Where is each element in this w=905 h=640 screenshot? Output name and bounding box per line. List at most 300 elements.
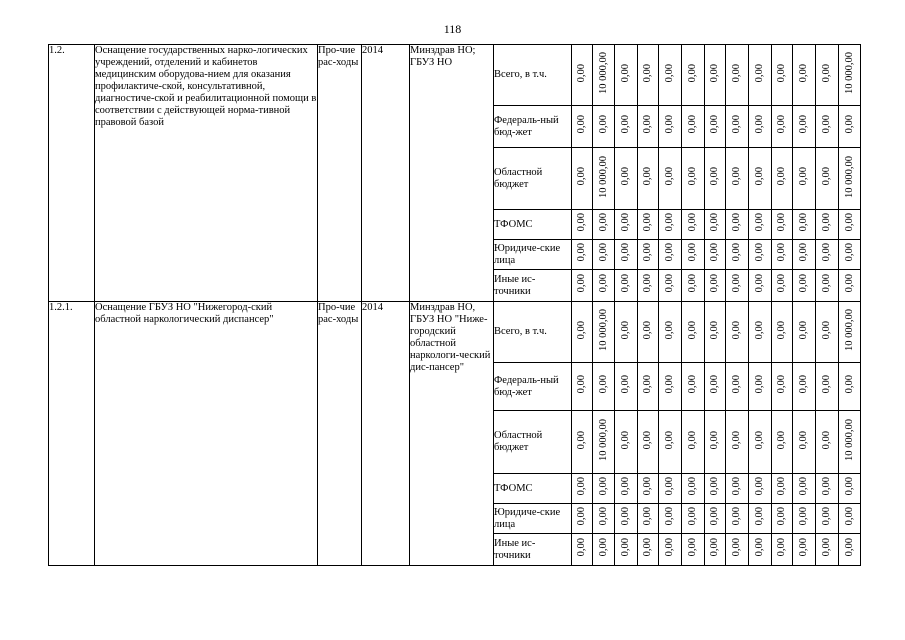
amount-value: 0,00 [642, 115, 653, 134]
amount-cell [726, 210, 749, 240]
amount-cell [638, 270, 659, 302]
amount-cell [793, 148, 816, 210]
amount-cell [749, 45, 772, 106]
amount-value: 0,00 [642, 63, 653, 83]
amount-cell [572, 148, 593, 210]
amount-value: 0,00 [821, 274, 832, 293]
amount-value: 0,00 [731, 274, 742, 293]
amount-cell [659, 474, 682, 504]
amount-value: 0,00 [642, 213, 653, 232]
amount-cell [682, 210, 705, 240]
amount-value: 0,00 [731, 430, 742, 450]
amount-value: 0,00 [620, 507, 631, 526]
amount-cell [816, 148, 839, 210]
amount-cell [793, 45, 816, 106]
amount-value: 0,00 [664, 375, 675, 394]
amount-cell [749, 270, 772, 302]
amount-value: 10 000,00 [843, 155, 855, 198]
amount-cell [615, 302, 638, 363]
amount-cell [615, 45, 638, 106]
funding-source-label: ТФОМС [494, 210, 572, 240]
amount-value: 0,00 [754, 430, 765, 450]
amount-cell [839, 106, 861, 148]
amount-cell [682, 240, 705, 270]
amount-value: 10 000,00 [843, 52, 855, 94]
year-cell: 2014 [362, 302, 410, 566]
amount-value: 0,00 [776, 375, 787, 394]
amount-cell [793, 363, 816, 411]
amount-value: 0,00 [843, 538, 855, 557]
amount-cell [572, 302, 593, 363]
amount-value: 0,00 [731, 213, 742, 232]
amount-value: 0,00 [776, 115, 787, 134]
amount-value: 0,00 [821, 430, 832, 450]
amount-value: 0,00 [709, 507, 720, 526]
amount-value: 0,00 [776, 213, 787, 232]
amount-value: 0,00 [754, 507, 765, 526]
funding-source-label: Областной бюджет [494, 411, 572, 474]
amount-value: 0,00 [687, 167, 698, 186]
amount-cell [749, 106, 772, 148]
amount-value: 0,00 [642, 538, 653, 557]
amount-value: 0,00 [754, 63, 765, 83]
amount-value: 0,00 [576, 115, 587, 134]
amount-cell [682, 302, 705, 363]
amount-value: 0,00 [798, 507, 809, 526]
amount-value: 0,00 [664, 274, 675, 293]
amount-value: 0,00 [687, 115, 698, 134]
amount-cell [572, 363, 593, 411]
amount-cell [593, 302, 615, 363]
amount-cell [615, 210, 638, 240]
executor-cell: Минздрав НО; ГБУЗ НО [410, 45, 494, 302]
amount-cell [772, 363, 793, 411]
amount-value: 0,00 [709, 243, 720, 262]
amount-value: 0,00 [620, 115, 631, 134]
activity-name: Оснащение ГБУЗ НО "Нижегород-ский областной наркологический диспансер" [95, 302, 318, 566]
amount-cell [615, 363, 638, 411]
amount-cell [726, 148, 749, 210]
amount-value: 0,00 [843, 213, 855, 232]
funding-source-label: Юридиче-ские лица [494, 504, 572, 534]
amount-value: 0,00 [620, 63, 631, 83]
amount-cell [772, 210, 793, 240]
amount-cell [615, 240, 638, 270]
amount-cell [638, 302, 659, 363]
amount-cell [749, 411, 772, 474]
amount-cell [682, 504, 705, 534]
amount-value: 0,00 [821, 243, 832, 262]
amount-cell [772, 106, 793, 148]
amount-cell [816, 240, 839, 270]
amount-value: 0,00 [709, 115, 720, 134]
amount-cell [772, 474, 793, 504]
amount-value: 0,00 [597, 274, 609, 293]
amount-cell [793, 240, 816, 270]
amount-value: 0,00 [709, 477, 720, 496]
amount-value: 0,00 [821, 320, 832, 340]
amount-value: 10 000,00 [597, 309, 609, 351]
amount-cell [772, 270, 793, 302]
amount-cell [816, 106, 839, 148]
amount-value: 0,00 [620, 167, 631, 186]
amount-value: 0,00 [620, 243, 631, 262]
amount-cell [638, 474, 659, 504]
amount-value: 0,00 [664, 213, 675, 232]
funding-source-label: Областной бюджет [494, 148, 572, 210]
amount-value: 0,00 [576, 167, 587, 186]
year-cell: 2014 [362, 45, 410, 302]
funding-source-label: Федераль-ный бюд-жет [494, 106, 572, 148]
row-code: 1.2.1. [49, 302, 95, 566]
amount-value: 0,00 [687, 375, 698, 394]
amount-cell [659, 363, 682, 411]
amount-cell [615, 504, 638, 534]
funding-source-label: ТФОМС [494, 474, 572, 504]
amount-value: 0,00 [664, 430, 675, 450]
amount-value: 0,00 [821, 115, 832, 134]
amount-value: 0,00 [709, 538, 720, 557]
amount-cell [572, 45, 593, 106]
amount-value: 0,00 [754, 115, 765, 134]
amount-cell [772, 302, 793, 363]
amount-value: 0,00 [754, 274, 765, 293]
amount-value: 0,00 [843, 243, 855, 262]
amount-value: 0,00 [731, 167, 742, 186]
amount-value: 0,00 [754, 375, 765, 394]
amount-cell [749, 148, 772, 210]
funding-source-label: Всего, в т.ч. [494, 302, 572, 363]
amount-value: 0,00 [798, 430, 809, 450]
amount-value: 0,00 [576, 507, 587, 526]
amount-cell [816, 534, 839, 566]
amount-value: 0,00 [798, 213, 809, 232]
amount-cell [816, 302, 839, 363]
amount-cell [682, 474, 705, 504]
amount-cell [726, 504, 749, 534]
amount-value: 0,00 [821, 63, 832, 83]
amount-value: 0,00 [798, 167, 809, 186]
amount-value: 0,00 [620, 477, 631, 496]
amount-cell [593, 534, 615, 566]
amount-cell [659, 270, 682, 302]
amount-value: 0,00 [597, 507, 609, 526]
amount-cell [749, 504, 772, 534]
amount-cell [816, 45, 839, 106]
amount-cell [593, 363, 615, 411]
amount-value: 0,00 [620, 274, 631, 293]
amount-cell [705, 270, 726, 302]
amount-value: 0,00 [709, 430, 720, 450]
program-activities-table [48, 44, 861, 566]
amount-value: 10 000,00 [843, 309, 855, 351]
amount-value: 0,00 [597, 538, 609, 557]
amount-value: 0,00 [664, 320, 675, 340]
amount-cell [705, 148, 726, 210]
amount-value: 0,00 [642, 477, 653, 496]
amount-cell [816, 210, 839, 240]
amount-value: 0,00 [754, 243, 765, 262]
amount-value: 0,00 [798, 375, 809, 394]
amount-cell [726, 240, 749, 270]
amount-value: 0,00 [620, 538, 631, 557]
amount-value: 0,00 [798, 274, 809, 293]
amount-value: 0,00 [776, 63, 787, 83]
amount-cell [726, 270, 749, 302]
amount-value: 0,00 [642, 243, 653, 262]
amount-cell [593, 504, 615, 534]
amount-value: 0,00 [776, 477, 787, 496]
amount-cell [839, 411, 861, 474]
amount-value: 0,00 [843, 375, 855, 394]
amount-cell [682, 106, 705, 148]
amount-cell [593, 106, 615, 148]
amount-cell [638, 240, 659, 270]
amount-value: 0,00 [776, 430, 787, 450]
amount-cell [839, 474, 861, 504]
amount-value: 0,00 [687, 538, 698, 557]
amount-cell [659, 210, 682, 240]
amount-cell [793, 474, 816, 504]
amount-cell [615, 270, 638, 302]
amount-cell [593, 210, 615, 240]
amount-cell [682, 411, 705, 474]
amount-value: 0,00 [798, 63, 809, 83]
amount-cell [638, 148, 659, 210]
amount-cell [726, 302, 749, 363]
amount-value: 0,00 [642, 430, 653, 450]
amount-cell [615, 106, 638, 148]
executor-cell: Минздрав НО, ГБУЗ НО "Ниже-городский областной наркологи-ческий дис-пансер" [410, 302, 494, 566]
amount-cell [816, 411, 839, 474]
amount-value: 0,00 [754, 320, 765, 340]
amount-value: 0,00 [754, 167, 765, 186]
amount-value: 0,00 [642, 320, 653, 340]
amount-cell [638, 504, 659, 534]
amount-cell [638, 363, 659, 411]
amount-cell [572, 504, 593, 534]
amount-cell [749, 240, 772, 270]
amount-value: 0,00 [709, 320, 720, 340]
amount-value: 0,00 [687, 243, 698, 262]
amount-cell [659, 106, 682, 148]
amount-cell [638, 534, 659, 566]
amount-cell [659, 240, 682, 270]
amount-cell [572, 411, 593, 474]
amount-cell [705, 504, 726, 534]
amount-cell [572, 270, 593, 302]
amount-cell [615, 148, 638, 210]
amount-value: 0,00 [642, 375, 653, 394]
amount-cell [793, 411, 816, 474]
amount-value: 0,00 [576, 430, 587, 450]
amount-value: 0,00 [687, 274, 698, 293]
amount-value: 0,00 [776, 538, 787, 557]
amount-cell [839, 270, 861, 302]
amount-cell [572, 474, 593, 504]
amount-cell [705, 210, 726, 240]
amount-value: 0,00 [843, 507, 855, 526]
amount-value: 0,00 [576, 213, 587, 232]
amount-cell [572, 534, 593, 566]
expense-type: Про-чие рас-ходы [318, 302, 362, 566]
amount-value: 0,00 [620, 213, 631, 232]
amount-cell [772, 45, 793, 106]
amount-value: 0,00 [576, 375, 587, 394]
amount-cell [682, 534, 705, 566]
amount-value: 0,00 [798, 320, 809, 340]
amount-value: 0,00 [776, 274, 787, 293]
amount-cell [615, 411, 638, 474]
amount-value: 0,00 [821, 538, 832, 557]
amount-value: 0,00 [597, 375, 609, 394]
activity-name: Оснащение государственных нарко-логических учреждений, отделений и кабинетов медицинским оборудова-нием для оказания профилактиче-ской, консультативной, диагностиче-ской и реабилитационной помощи в соответствии с действующей норма-тивной правовой базой [95, 45, 318, 302]
amount-value: 0,00 [843, 477, 855, 496]
amount-cell [749, 210, 772, 240]
amount-cell [593, 148, 615, 210]
amount-value: 10 000,00 [843, 419, 855, 461]
amount-value: 0,00 [709, 375, 720, 394]
expense-type: Про-чие рас-ходы [318, 45, 362, 302]
amount-value: 0,00 [597, 115, 609, 134]
amount-cell [772, 240, 793, 270]
amount-cell [793, 210, 816, 240]
amount-cell [572, 106, 593, 148]
amount-value: 0,00 [754, 538, 765, 557]
amount-value: 0,00 [576, 243, 587, 262]
amount-cell [749, 534, 772, 566]
amount-value: 0,00 [597, 477, 609, 496]
amount-cell [816, 474, 839, 504]
amount-value: 0,00 [754, 477, 765, 496]
amount-value: 0,00 [620, 375, 631, 394]
amount-value: 0,00 [664, 507, 675, 526]
amount-value: 0,00 [776, 320, 787, 340]
amount-cell [705, 302, 726, 363]
amount-value: 0,00 [687, 477, 698, 496]
amount-cell [638, 106, 659, 148]
amount-value: 0,00 [709, 213, 720, 232]
funding-source-label: Юридиче-ские лица [494, 240, 572, 270]
amount-value: 0,00 [664, 477, 675, 496]
amount-value: 0,00 [664, 115, 675, 134]
amount-cell [726, 45, 749, 106]
amount-cell [749, 302, 772, 363]
amount-value: 10 000,00 [597, 419, 609, 461]
amount-value: 0,00 [642, 274, 653, 293]
amount-cell [793, 302, 816, 363]
amount-cell [593, 270, 615, 302]
amount-cell [816, 504, 839, 534]
amount-value: 0,00 [687, 63, 698, 83]
amount-value: 0,00 [798, 538, 809, 557]
amount-value: 0,00 [664, 538, 675, 557]
amount-value: 0,00 [798, 115, 809, 134]
amount-cell [615, 474, 638, 504]
amount-value: 0,00 [664, 63, 675, 83]
amount-cell [593, 45, 615, 106]
amount-cell [572, 240, 593, 270]
amount-value: 0,00 [776, 507, 787, 526]
page-number: 118 [443, 22, 462, 36]
funding-source-label: Иные ис-точники [494, 534, 572, 566]
amount-value: 0,00 [731, 477, 742, 496]
amount-cell [839, 45, 861, 106]
amount-value: 0,00 [843, 115, 855, 134]
amount-value: 0,00 [709, 167, 720, 186]
amount-cell [682, 148, 705, 210]
amount-value: 0,00 [731, 375, 742, 394]
table-row [49, 302, 861, 363]
amount-cell [726, 411, 749, 474]
amount-cell [793, 270, 816, 302]
amount-cell [839, 504, 861, 534]
amount-value: 0,00 [776, 167, 787, 186]
amount-cell [593, 240, 615, 270]
amount-value: 0,00 [754, 213, 765, 232]
amount-cell [772, 504, 793, 534]
amount-value: 0,00 [731, 63, 742, 83]
amount-cell [705, 106, 726, 148]
amount-cell [682, 45, 705, 106]
amount-value: 0,00 [576, 63, 587, 83]
amount-cell [793, 504, 816, 534]
amount-value: 0,00 [821, 375, 832, 394]
amount-cell [659, 534, 682, 566]
amount-cell [839, 210, 861, 240]
amount-value: 0,00 [576, 538, 587, 557]
amount-cell [659, 148, 682, 210]
amount-cell [659, 504, 682, 534]
amount-cell [839, 363, 861, 411]
amount-value: 0,00 [664, 167, 675, 186]
amount-value: 0,00 [687, 507, 698, 526]
amount-cell [682, 270, 705, 302]
amount-cell [726, 106, 749, 148]
amount-cell [839, 302, 861, 363]
amount-cell [659, 411, 682, 474]
amount-value: 10 000,00 [597, 52, 609, 94]
amount-value: 0,00 [620, 320, 631, 340]
amount-value: 0,00 [731, 115, 742, 134]
amount-cell [772, 148, 793, 210]
amount-cell [705, 474, 726, 504]
amount-value: 0,00 [821, 167, 832, 186]
amount-value: 0,00 [620, 430, 631, 450]
funding-source-label: Всего, в т.ч. [494, 45, 572, 106]
amount-value: 0,00 [642, 507, 653, 526]
amount-value: 10 000,00 [597, 155, 609, 198]
amount-value: 0,00 [597, 243, 609, 262]
amount-cell [772, 411, 793, 474]
amount-cell [839, 240, 861, 270]
table-row [49, 45, 861, 106]
amount-value: 0,00 [821, 507, 832, 526]
amount-value: 0,00 [821, 477, 832, 496]
amount-value: 0,00 [687, 430, 698, 450]
amount-value: 0,00 [776, 243, 787, 262]
amount-cell [593, 411, 615, 474]
amount-value: 0,00 [642, 167, 653, 186]
amount-value: 0,00 [664, 243, 675, 262]
amount-cell [705, 411, 726, 474]
amount-cell [705, 534, 726, 566]
amount-value: 0,00 [687, 213, 698, 232]
amount-cell [682, 363, 705, 411]
amount-cell [816, 270, 839, 302]
amount-value: 0,00 [576, 320, 587, 340]
amount-value: 0,00 [798, 243, 809, 262]
